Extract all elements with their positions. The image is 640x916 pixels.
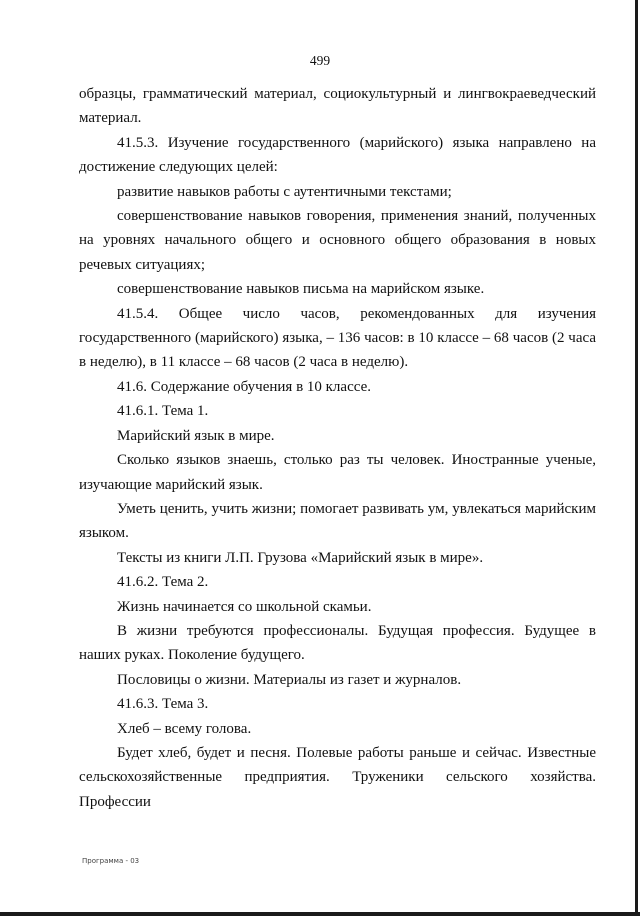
paragraph-topic-1-a: Сколько языков знаешь, столько раз ты человек. Иностранные ученые, изучающие марийский язык. xyxy=(79,452,596,493)
paragraph-goal-speaking: совершенствование навыков говорения, применения знаний, полученных на уровнях начального общего и основного общего образования в новых речевых ситуациях; xyxy=(79,208,596,273)
topic-title-1: Марийский язык в мире. xyxy=(117,427,275,444)
scan-edge-bottom xyxy=(0,912,640,916)
footer-note: Программа - 03 xyxy=(82,857,140,865)
paragraph-topic-3-a: Будет хлеб, будет и песня. Полевые работы раньше и сейчас. Известные сельскохозяйственные предприятия. Труженики сельского хозяйства. Профессии xyxy=(79,744,596,810)
topic-heading-1: 41.6.1. Тема 1. xyxy=(117,403,209,420)
paragraph-41-5-3: 41.5.3. Изучение государственного (марийского) языка направлено на достижение следующих целей: xyxy=(79,134,596,176)
topic-title-2: Жизнь начинается со школьной скамьи. xyxy=(117,598,372,615)
topic-heading-2: 41.6.2. Тема 2. xyxy=(117,574,209,591)
paragraph-goal-authentic-texts: развитие навыков работы с аутентичными текстами; xyxy=(117,183,452,200)
topic-title-3: Хлеб – всему голова. xyxy=(117,720,252,737)
scan-edge-right xyxy=(635,0,638,916)
paragraph-continuation: образцы, грамматический материал, социокультурный и лингвокраеведческий материал. xyxy=(79,86,596,127)
section-heading-41-6: 41.6. Содержание обучения в 10 классе. xyxy=(117,378,371,395)
paragraph-topic-2-a: В жизни требуются профессионалы. Будущая профессия. Будущее в наших руках. Поколение будущего. xyxy=(79,622,596,664)
body-text xyxy=(79,82,596,814)
paragraph-topic-1-c: Тексты из книги Л.П. Грузова «Марийский язык в мире». xyxy=(117,549,484,566)
paragraph-topic-1-b: Уметь ценить, учить жизни; помогает развивать ум, увлекаться марийским языком. xyxy=(79,500,596,542)
paragraph-goal-writing: совершенствование навыков письма на марийском языке. xyxy=(117,281,485,298)
topic-heading-3: 41.6.3. Тема 3. xyxy=(117,696,209,713)
paragraph-topic-2-b: Пословицы о жизни. Материалы из газет и журналов. xyxy=(117,671,462,688)
page-number: 499 xyxy=(309,53,331,68)
paragraph-41-5-4: 41.5.4. Общее число часов, рекомендованных для изучения государственного (марийского) языка, – 136 часов: в 10 классе – 68 часов (2 часа в неделю), в 11 классе – 68 часов (2 часа в неделю). xyxy=(79,305,596,371)
